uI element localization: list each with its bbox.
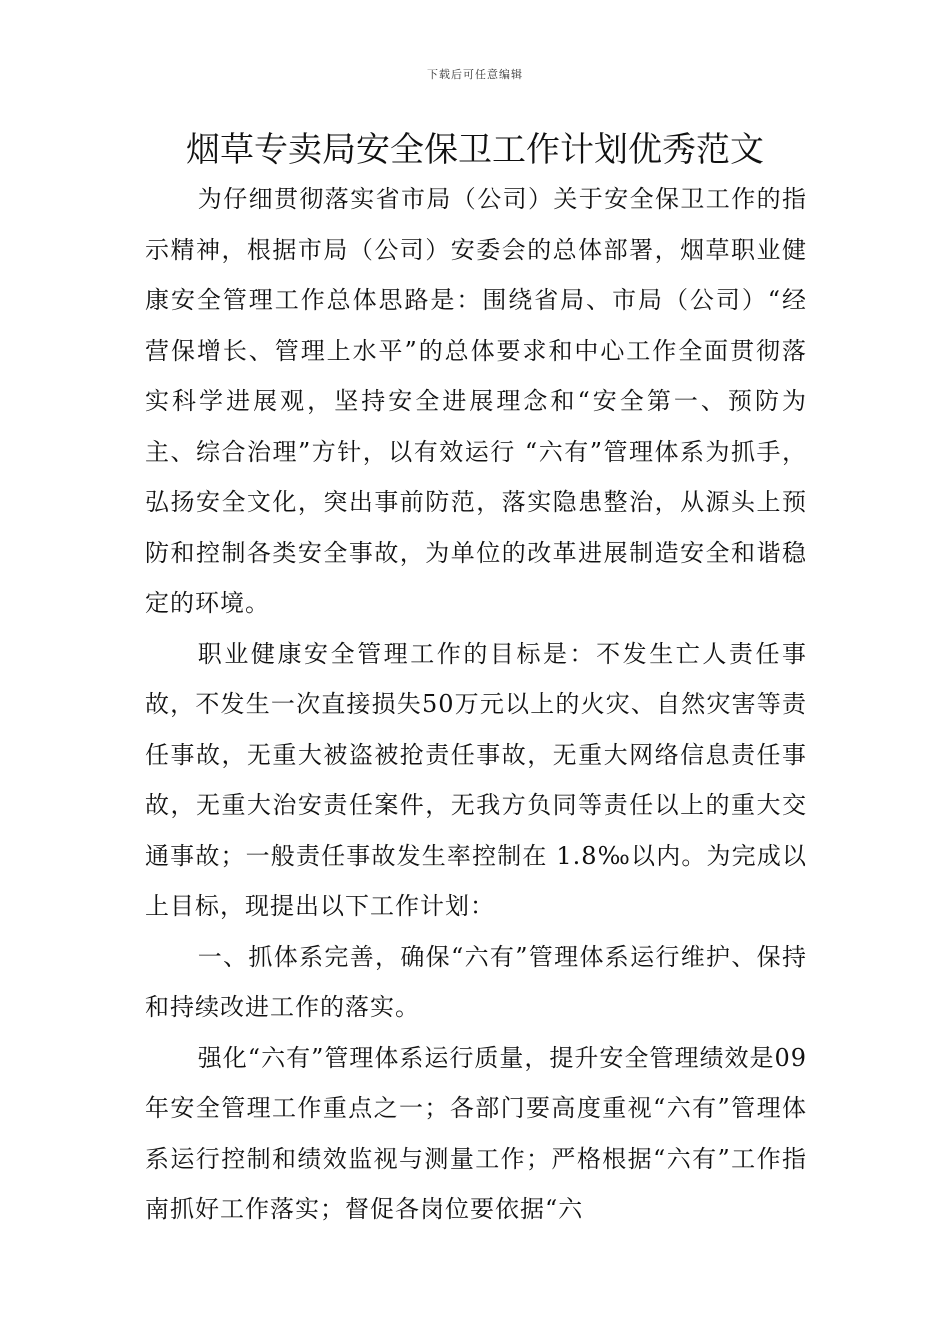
document-body bbox=[145, 174, 807, 1235]
paragraph-section-one-body: 强化“六有”管理体系运行质量，提升安全管理绩效是09年安全管理工作重点之一；各部门要高度重视“六有”管理体系运行控制和绩效监视与测量工作；严格根据“六有”工作指南抓好工作落实；督促各岗位要依据“六 bbox=[145, 1043, 807, 1223]
paragraph-goals: 职业健康安全管理工作的目标是：不发生亡人责任事故，不发生一次直接损失50万元以上的火灾、自然灾害等责任事故，无重大被盗被抢责任事故，无重大网络信息责任事故，无重大治安责任案件，无我方负同等责任以上的重大交通事故；一般责任事故发生率控制在 1.8‰以内。为完成以上目标，现提出以下工作计划： bbox=[145, 639, 807, 920]
header-note: 下载后可任意编辑 bbox=[427, 68, 523, 81]
paragraph-section-one-heading: 一、抓体系完善，确保“六有”管理体系运行维护、保持和持续改进工作的落实。 bbox=[145, 942, 807, 1021]
paragraph-intro: 为仔细贯彻落实省市局（公司）关于安全保卫工作的指示精神，根据市局（公司）安委会的总体部署，烟草职业健康安全管理工作总体思路是：围绕省局、市局（公司）“经营保增长、管理上水平”的总体要求和中心工作全面贯彻落实科学进展观，坚持安全进展理念和“安全第一、预防为主、综合治理”方针，以有效运行 “六有”管理体系为抓手，弘扬安全文化，突出事前防范，落实隐患整治，从源头上预防和控制各类安全事故，为单位的改革进展制造安全和谐稳定的环境。 bbox=[145, 185, 807, 617]
document-title: 烟草专卖局安全保卫工作计划优秀范文 bbox=[186, 130, 764, 170]
